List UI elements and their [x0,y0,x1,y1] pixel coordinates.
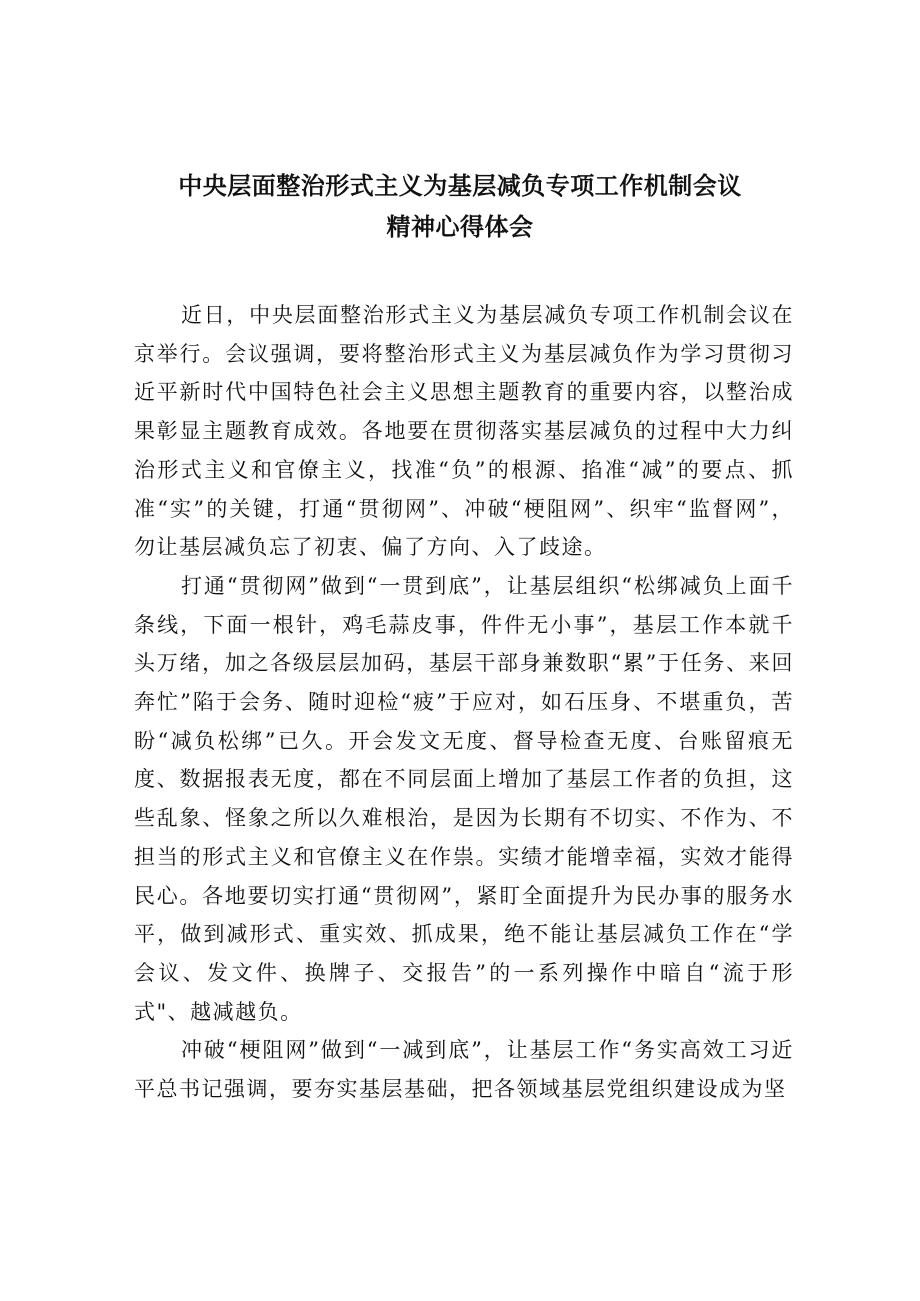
paragraph-3: 冲破“梗阻网”做到“一减到底”，让基层工作“务实高效工习近平总书记强调，要夯实基层基础，把各领域基层党组织建设成为坚 [134,1038,794,1102]
document-title-line2: 精神心得体会 [386,213,534,241]
paragraph-1: 近日，中央层面整治形式主义为基层减负专项工作机制会议在京举行。会议强调，要将整治形式主义为基层减负作为学习贯彻习近平新时代中国特色社会主义思想主题教育的重要内容，以整治成果彰显主题教育成效。各地要在贯彻落实基层减负的过程中大力纠治形式主义和官僚主义，找准“负”的根源、掐准“减”的要点、抓准“实”的关键，打通“贯彻网”、冲破“梗阻网”、织牢“监督网”，勿让基层减负忘了初衷、偏了方向、入了歧途。 [134,303,794,560]
document-title-line1: 中央层面整治形式主义为基层减负专项工作机制会议 [178,172,742,200]
paragraph-2: 打通“贯彻网”做到“一贯到底”，让基层组织“松绑减负上面千条线，下面一根针，鸡毛蒜皮事，件件无小事”，基层工作本就千头万绪，加之各级层层加码，基层干部身兼数职“累”于任务、来回奔忙”陷于会务、随时迎检“疲”于应对，如石压身、不堪重负，苦盼“减负松绑”已久。开会发文无度、督导检查无度、台账留痕无度、数据报表无度，都在不同层面上增加了基层工作者的负担，这些乱象、怪象之所以久难根治，是因为长期有不切实、不作为、不担当的形式主义和官僚主义在作祟。实绩才能增幸福，实效才能得民心。各地要切实打通“贯彻网”，紧盯全面提升为民办事的服务水平，做到减形式、重实效、抓成果，绝不能让基层减负工作在“学会议、发文件、换牌子、交报告”的一系列操作中暗自“流于形式"、越减越负。 [134,573,794,1024]
document-body [134,296,794,1109]
